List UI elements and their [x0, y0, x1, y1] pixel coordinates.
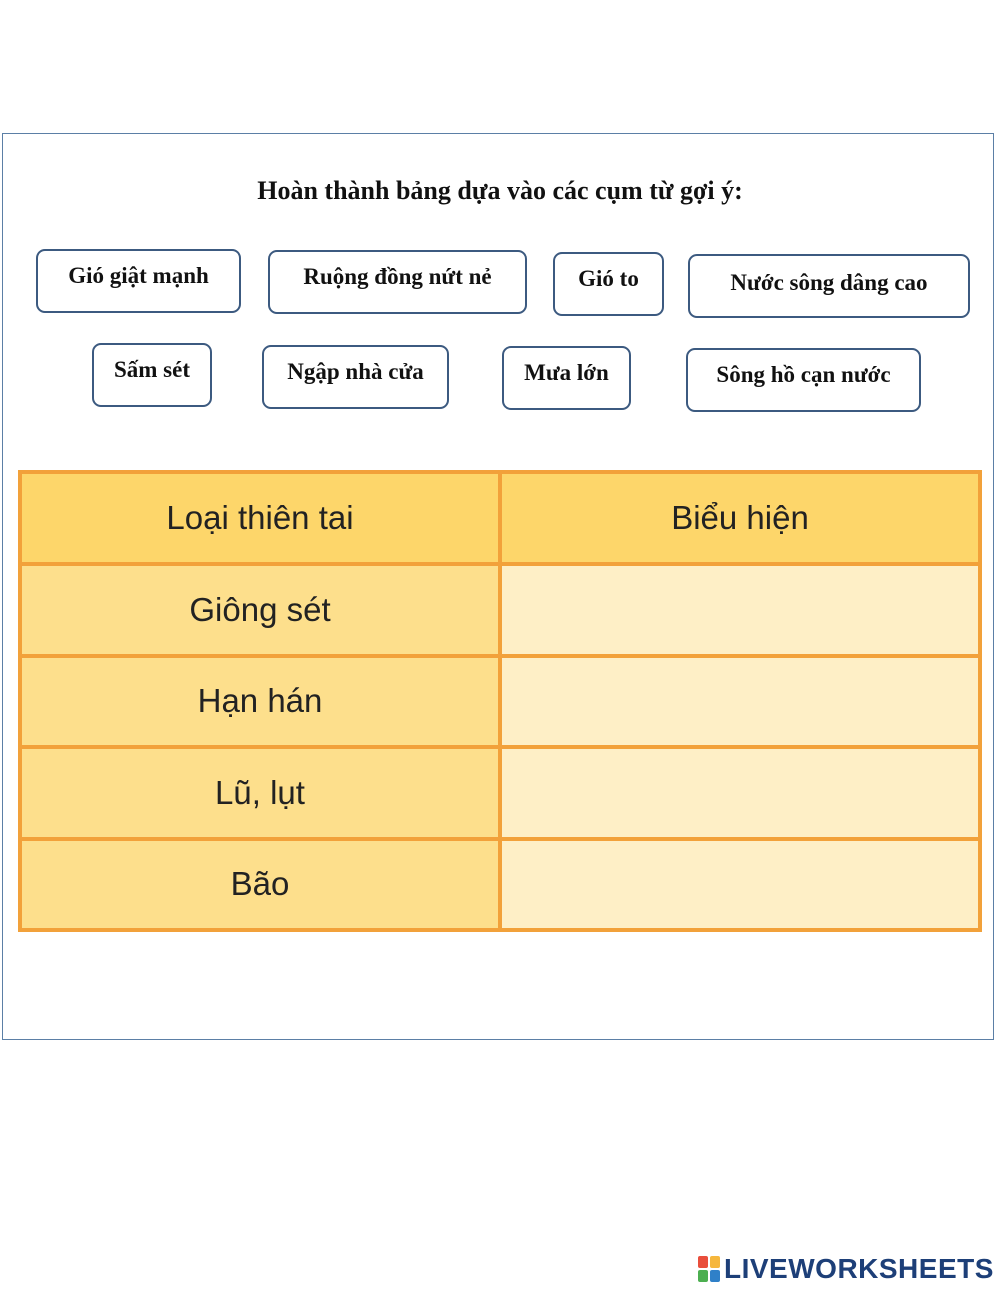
chip-ruong-dong-nut-ne[interactable]: Ruộng đồng nứt nẻ [268, 250, 527, 314]
logo-square-red [698, 1256, 708, 1268]
disaster-type-cell: Lũ, lụt [20, 747, 500, 839]
chip-song-ho-can-nuoc[interactable]: Sông hồ cạn nước [686, 348, 921, 412]
logo-square-green [698, 1270, 708, 1282]
answer-drop-zone[interactable] [500, 747, 980, 839]
chip-gio-to[interactable]: Gió to [553, 252, 664, 316]
logo-square-blue [710, 1270, 720, 1282]
disaster-table [18, 470, 982, 932]
liveworksheets-logo[interactable] [698, 1254, 994, 1284]
table-header-row [20, 472, 980, 564]
liveworksheets-logo-icon [698, 1256, 720, 1282]
table-row [20, 564, 980, 656]
table-row [20, 839, 980, 931]
chip-nuoc-song-dang-cao[interactable]: Nước sông dâng cao [688, 254, 970, 318]
header-disaster-type: Loại thiên tai [20, 472, 500, 564]
answer-drop-zone[interactable] [500, 839, 980, 931]
answer-drop-zone[interactable] [500, 564, 980, 656]
header-signs: Biểu hiện [500, 472, 980, 564]
disaster-type-cell: Bão [20, 839, 500, 931]
table-row [20, 747, 980, 839]
disaster-type-cell: Hạn hán [20, 656, 500, 748]
logo-square-yellow [710, 1256, 720, 1268]
chip-mua-lon[interactable]: Mưa lớn [502, 346, 631, 410]
chip-sam-set[interactable]: Sấm sét [92, 343, 212, 407]
answer-drop-zone[interactable] [500, 656, 980, 748]
chip-gio-giat-manh[interactable]: Gió giật mạnh [36, 249, 241, 313]
instruction-text: Hoàn thành bảng dựa vào các cụm từ gợi ý: [257, 176, 743, 205]
disaster-type-cell: Giông sét [20, 564, 500, 656]
logo-text: LIVEWORKSHEETS [724, 1253, 994, 1284]
table-row [20, 656, 980, 748]
chip-ngap-nha-cua[interactable]: Ngập nhà cửa [262, 345, 449, 409]
